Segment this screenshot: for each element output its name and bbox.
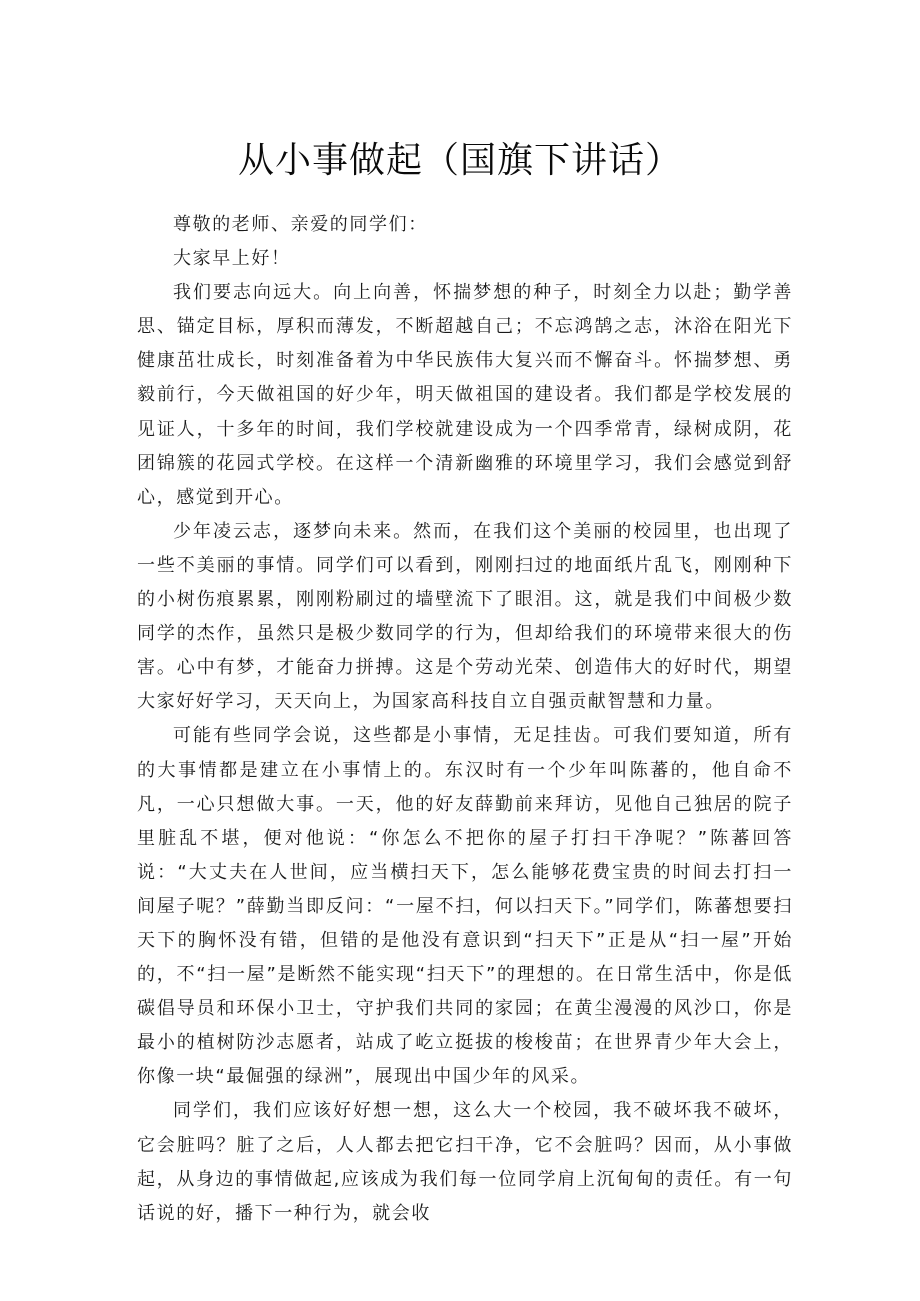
body-paragraph-responsibility: 同学们，我们应该好好想一想，这么大一个校园，我不破坏我不破坏，它会脏吗？脏了之后，人人都去把它扫干净，它不会脏吗？因而，从小事做起，从身边的事情做起,应该成为我们每一位同学肩上沉甸甸的责任。有一句话说的好，播下一种行为，就会收: [137, 1100, 793, 1224]
greeting-paragraph: 大家早上好！: [173, 248, 291, 270]
document-title: 从小事做起（国旗下讲话）: [237, 140, 682, 182]
salutation-paragraph: 尊敬的老师、亲爱的同学们：: [173, 214, 428, 235]
body-paragraph-chen-fan-story: 可能有些同学会说，这些都是小事情，无足挂齿。可我们要知道，所有的大事情都是建立在小事情上的。东汉时有一个少年叫陈蕃的，他自命不凡，一心只想做大事。一天，他的好友薛勤前来拜访，见他自己独居的院子里脏乱不堪，便对他说：“你怎么不把你的屋子打扫干净呢？”陈蕃回答说：“大丈夫在人世间，应当横扫天下，怎么能够花费宝贵的时间去打扫一间屋子呢？”薛勤当即反问：“一屋不扫，何以扫天下。”同学们，陈蕃想要扫天下的胸怀没有错，但错的是他没有意识到“扫天下”正是从“扫一屋”开始的，不“扫一屋”是断然不能实现“扫天下”的理想的。在日常生活中，你是低碳倡导员和环保小卫士，守护我们共同的家园；在黄尘漫漫的风沙口，你是最小的植树防沙志愿者，站成了屹立挺拔的梭梭苗；在世界青少年大会上，你像一块“最倔强的绿洲”，展现出中国少年的风采。: [137, 725, 793, 1088]
body-paragraph-campus-problems: 少年凌云志，逐梦向未来。然而，在我们这个美丽的校园里，也出现了一些不美丽的事情。同学们可以看到，刚刚扫过的地面纸片乱飞，刚刚种下的小树伤痕累累，刚刚粉刷过的墙壁流下了眼泪。这，就是我们中间极少数同学的杰作，虽然只是极少数同学的行为，但却给我们的环境带来很大的伤害。心中有梦，才能奋力拼搏。这是个劳动光荣、创造伟大的好时代，期望大家好好学习，天天向上，为国家高科技自立自强贡献智慧和力量。: [137, 520, 793, 713]
document-body: [137, 208, 793, 1231]
body-paragraph-ambition: 我们要志向远大。向上向善，怀揣梦想的种子，时刻全力以赴；勤学善思、锚定目标，厚积而薄发，不断超越自己；不忘鸿鹄之志，沐浴在阳光下健康茁壮成长，时刻准备着为中华民族伟大复兴而不懈奋斗。怀揣梦想、勇毅前行，今天做祖国的好少年，明天做祖国的建设者。我们都是学校发展的见证人，十多年的时间，我们学校就建设成为一个四季常青，绿树成阴，花团锦簇的花园式学校。在这样一个清新幽雅的环境里学习，我们会感觉到舒心，感觉到开心。: [137, 282, 793, 508]
